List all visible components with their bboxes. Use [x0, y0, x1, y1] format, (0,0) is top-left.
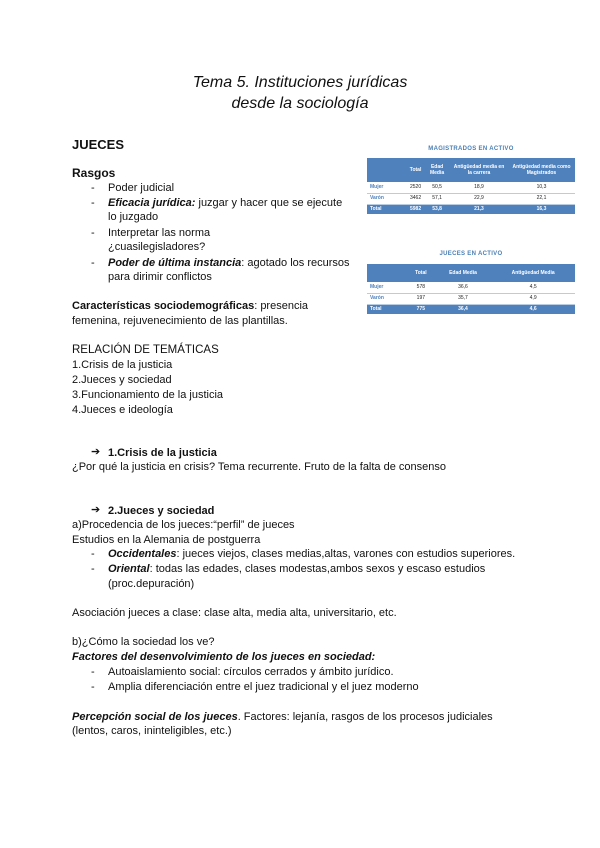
table-cell: 22,9 — [450, 193, 508, 204]
table-header-cell: Total — [407, 158, 424, 182]
table-total-row — [367, 304, 575, 314]
rasgos-item-2 — [108, 196, 342, 210]
table-header-cell: Total — [407, 264, 435, 282]
section1-heading: 1.Crisis de la justicia — [108, 447, 217, 459]
caracteristicas-line1 — [72, 299, 308, 313]
bullet-dash: - — [91, 681, 95, 693]
factores-item-1: Autoaislamiento social: círculos cerrados y ámbito jurídico. — [108, 666, 394, 678]
rasgos-item-1: Poder judicial — [108, 182, 175, 194]
table-cell: 4,6 — [491, 304, 575, 314]
caracteristicas-term: Características sociodemográficas — [72, 300, 255, 312]
relacion-item-3: 3.Funcionamiento de la justicia — [72, 389, 224, 401]
bullet-dash: - — [91, 548, 95, 560]
table-header-cell: Antigüedad media en la carrera — [450, 158, 508, 182]
rasgos-item-2-line2: lo juzgado — [108, 211, 159, 223]
table-header-cell: Antigüedad media como Magistrados — [508, 158, 575, 182]
rasgos-label: Rasgos — [72, 166, 116, 180]
oriental-rest: : todas las edades, clases modestas,ambos sexos y escaso estudios — [149, 563, 486, 575]
table-jueces — [367, 264, 575, 314]
oriental-line — [108, 562, 485, 576]
rasgos-item-2-rest: juzgar y hacer que se ejecute — [195, 197, 343, 209]
table-cell: 16,3 — [508, 204, 575, 214]
table-cell: 22,1 — [508, 193, 575, 204]
percepcion-term: Percepción social de los jueces — [72, 711, 238, 723]
table-cell: Total — [367, 304, 407, 314]
rasgos-item-4-line2: para dirimir conflictos — [108, 271, 212, 283]
table-cell: 57,1 — [424, 193, 450, 204]
asociacion-line: Asociación jueces a clase: clase alta, media alta, universitario, etc. — [72, 607, 397, 619]
table-cell: 4,5 — [491, 282, 575, 293]
table-cell: 2520 — [407, 182, 424, 193]
table-cell: 3462 — [407, 193, 424, 204]
relacion-label: RELACIÓN DE TEMÁTICAS — [72, 344, 219, 356]
table-cell: Mujer — [367, 282, 407, 293]
table2-caption: JUECES EN ACTIVO — [439, 251, 503, 257]
table-cell: 50,5 — [424, 182, 450, 193]
section1-text: ¿Por qué la justicia en crisis? Tema recurrente. Fruto de la falta de consenso — [72, 461, 446, 473]
rasgos-item-4 — [108, 256, 350, 270]
table-cell: 197 — [407, 293, 435, 304]
arrow-icon: ➔ — [91, 446, 101, 458]
table-cell: Varón — [367, 293, 407, 304]
bullet-dash: - — [91, 197, 95, 209]
table-total-row — [367, 204, 575, 214]
section2-estudios: Estudios en la Alemania de postguerra — [72, 534, 261, 546]
table-header-cell — [367, 158, 407, 182]
table-cell: 18,9 — [450, 182, 508, 193]
table-cell: Varón — [367, 193, 407, 204]
rasgos-item-4-rest: : agotado los recursos — [241, 257, 350, 269]
rasgos-item-4-term: Poder de última instancia — [108, 257, 242, 269]
factores-item-2: Amplia diferenciación entre el juez tradicional y el juez moderno — [108, 681, 419, 693]
section2-heading: 2.Jueces y sociedad — [108, 505, 215, 517]
table-cell: 5982 — [407, 204, 424, 214]
bullet-dash: - — [91, 227, 95, 239]
occidentales-term: Occidentales — [108, 548, 177, 560]
rasgos-item-2-term: Eficacia jurídica: — [108, 197, 196, 209]
bullet-dash: - — [91, 182, 95, 194]
caracteristicas-line2: femenina, rejuvenecimiento de las plantillas. — [72, 315, 288, 327]
oriental-line2: (proc.depuración) — [108, 578, 195, 590]
title-line-1: Tema 5. Instituciones jurídicas — [192, 74, 408, 91]
table-header-cell: Edad Media — [424, 158, 450, 182]
bullet-dash: - — [91, 563, 95, 575]
occidentales-rest: : jueces viejos, clases medias,altas, varones con estudios superiores. — [176, 548, 516, 560]
table-row — [367, 182, 575, 193]
relacion-item-2: 2.Jueces y sociedad — [72, 374, 172, 386]
document-title — [0, 72, 600, 114]
table-header-cell — [367, 264, 407, 282]
section2-b-line: b)¿Cómo la sociedad los ve? — [72, 636, 215, 648]
section2-a-line: a)Procedencia de los jueces:“perfil” de jueces — [72, 519, 295, 531]
oriental-term: Oriental — [108, 563, 150, 575]
table-cell: 36,4 — [435, 304, 492, 314]
table-cell: 775 — [407, 304, 435, 314]
percepcion-line1 — [72, 710, 493, 724]
table-cell: 35,7 — [435, 293, 492, 304]
percepcion-line2: (lentos, caros, ininteligibles, etc.) — [72, 725, 232, 737]
table-header-cell: Edad Media — [435, 264, 492, 282]
arrow-icon: ➔ — [91, 504, 101, 516]
table-cell: 21,3 — [450, 204, 508, 214]
factores-heading: Factores del desenvolvimiento de los jueces en sociedad: — [72, 651, 376, 663]
section-heading-jueces: JUECES — [72, 137, 125, 152]
relacion-item-4: 4.Jueces e ideología — [72, 404, 173, 416]
bullet-dash: - — [91, 666, 95, 678]
relacion-item-1: 1.Crisis de la justicia — [72, 359, 173, 371]
table-cell: 4,9 — [491, 293, 575, 304]
table-cell: 36,6 — [435, 282, 492, 293]
table-cell: 53,8 — [424, 204, 450, 214]
table-cell: Mujer — [367, 182, 407, 193]
rasgos-item-3-line1: Interpretar las norma — [108, 227, 211, 239]
table-magistrados — [367, 158, 575, 214]
bullet-dash: - — [91, 257, 95, 269]
title-line-2: desde la sociología — [231, 95, 369, 112]
caracteristicas-rest: : presencia — [254, 300, 309, 312]
table-row — [367, 282, 575, 293]
occidentales-line — [108, 547, 515, 561]
rasgos-item-3-line2: ¿cuasilegisladores? — [108, 241, 206, 253]
table-header-cell: Antigüedad Media — [491, 264, 575, 282]
table-cell: Total — [367, 204, 407, 214]
table-header-row — [367, 158, 575, 182]
table-cell: 10,3 — [508, 182, 575, 193]
percepcion-rest: . Factores: lejanía, rasgos de los procesos judiciales — [237, 711, 493, 723]
table-header-row — [367, 264, 575, 282]
table-row — [367, 293, 575, 304]
table1-caption: MAGISTRADOS EN ACTIVO — [428, 146, 514, 152]
table-row — [367, 193, 575, 204]
table-cell: 578 — [407, 282, 435, 293]
